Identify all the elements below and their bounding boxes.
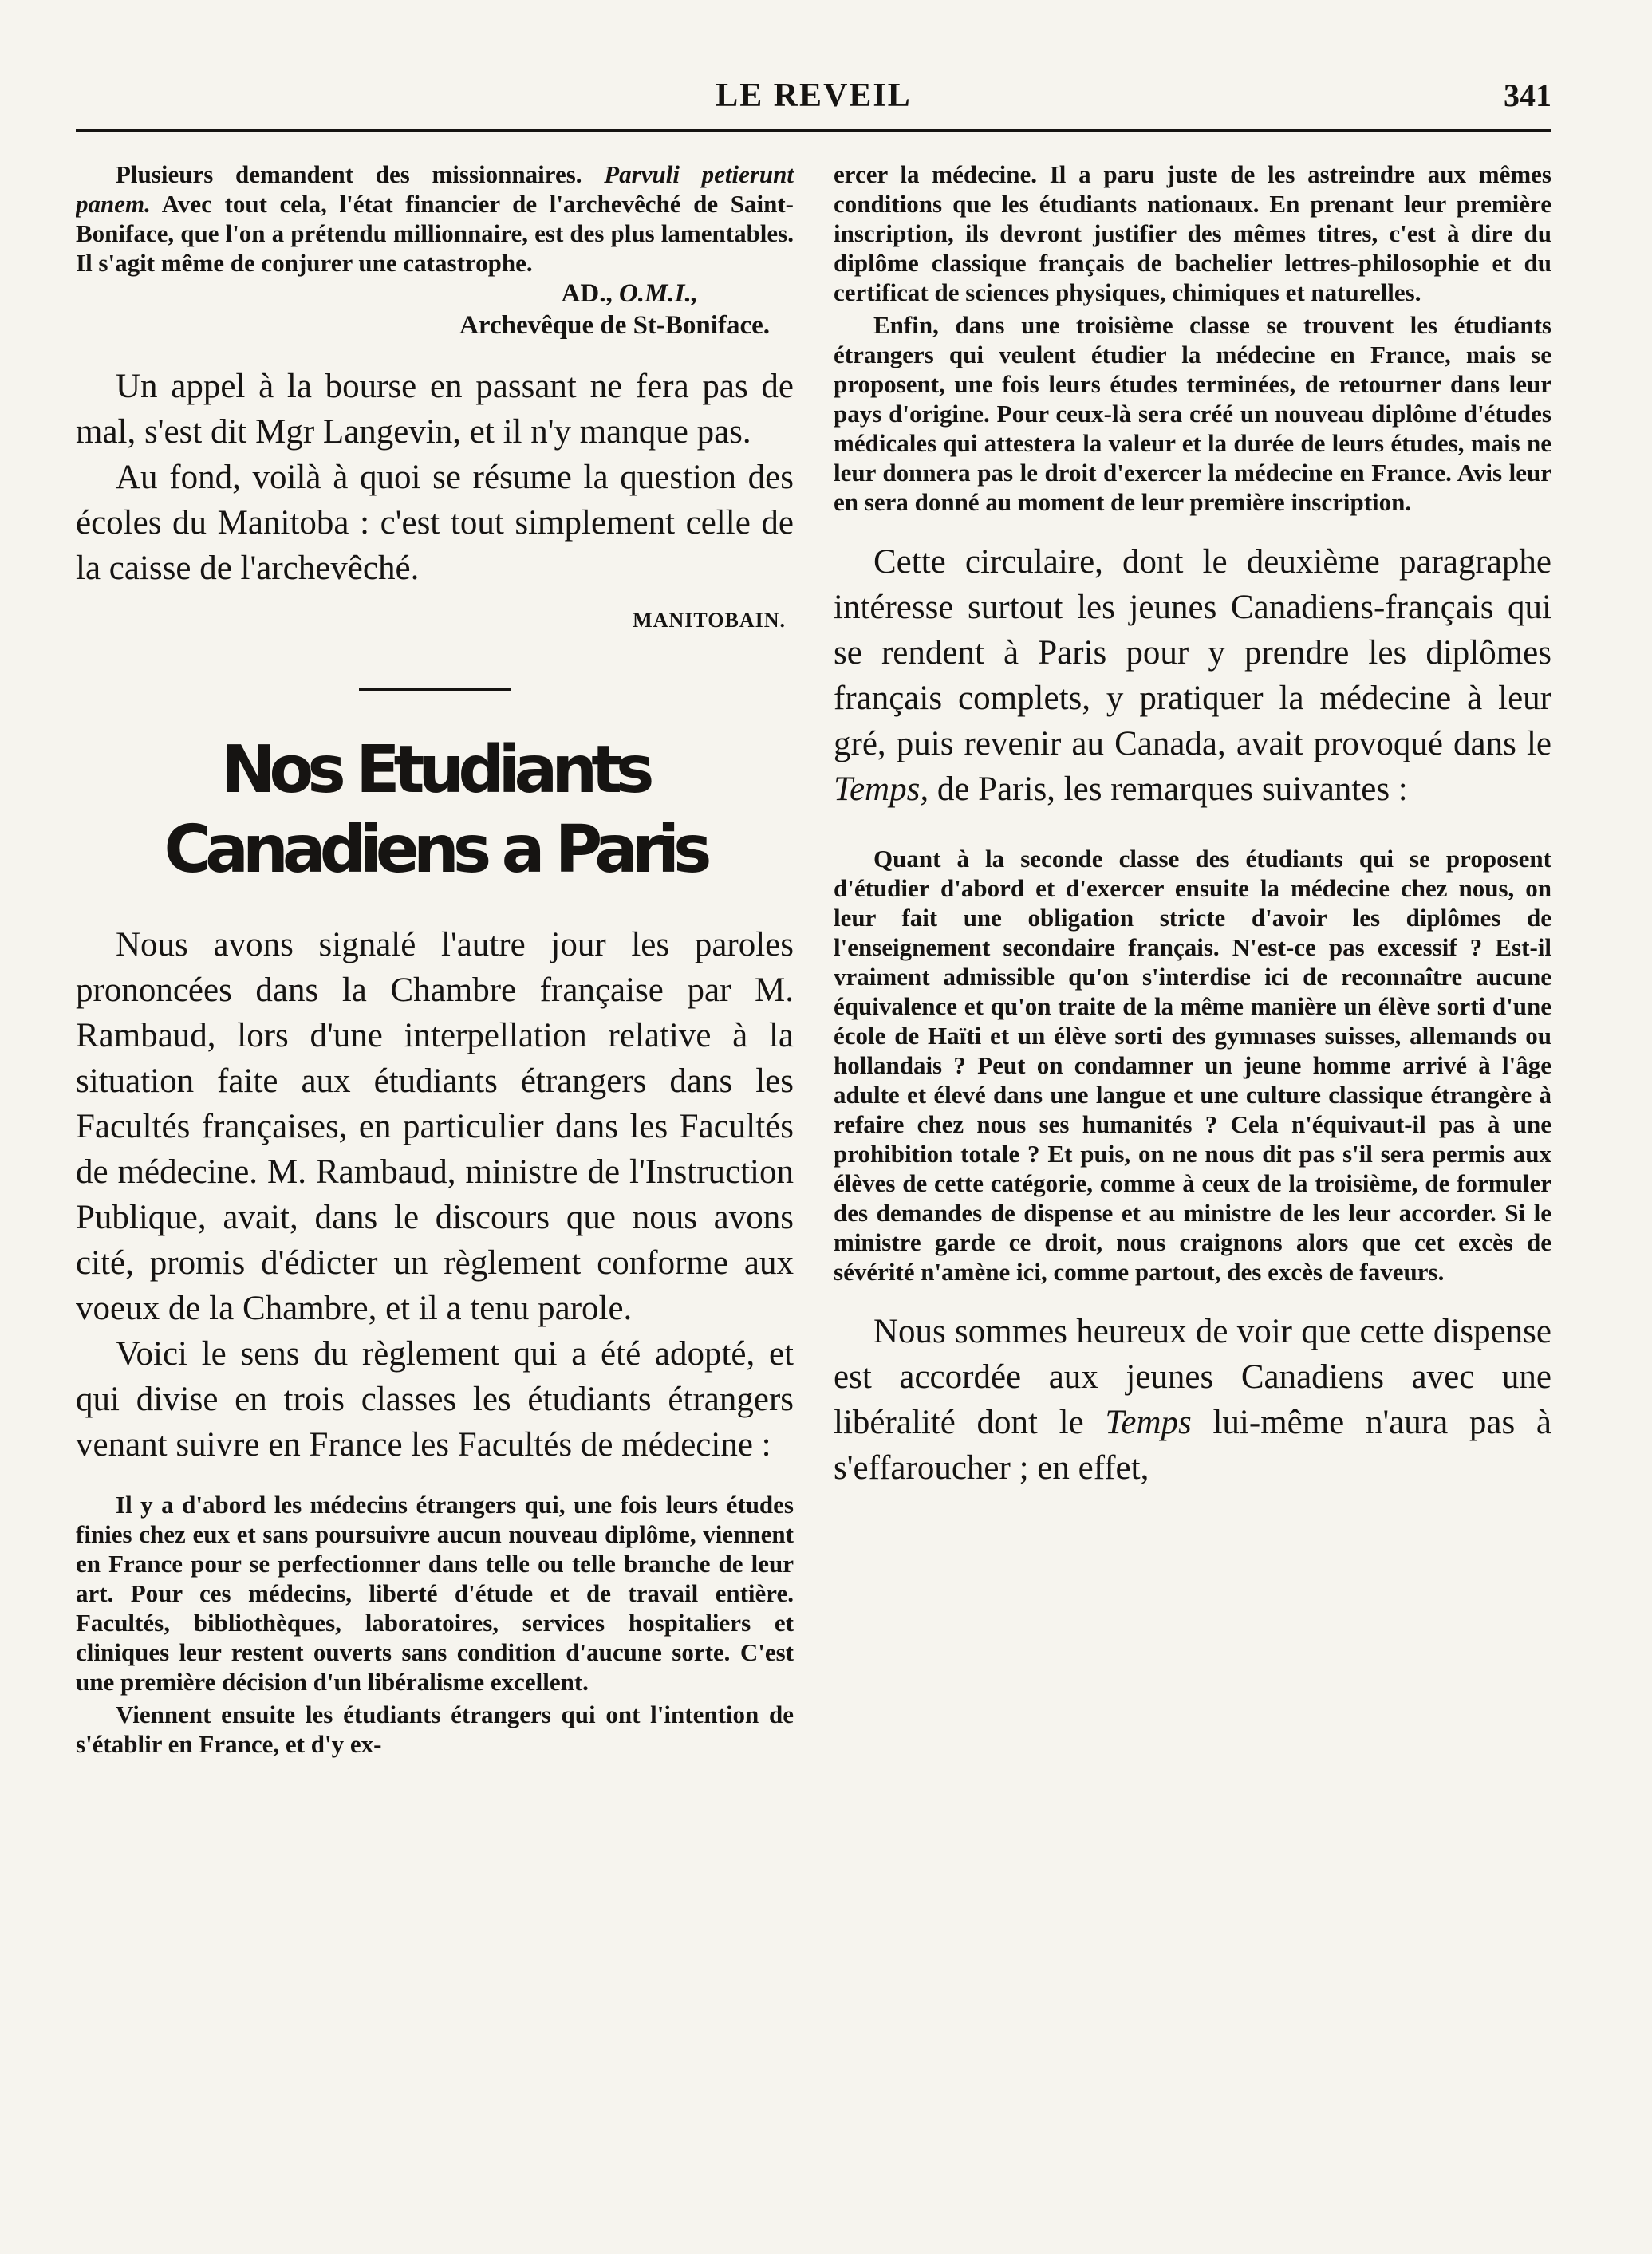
- paragraph-nous-sommes: Nous sommes heureux de voir que cette dispense est accordée aux jeunes Canadiens avec une libéralité dont le Temps lui-même n'aura pas à s'effaroucher ; en effet,: [834, 1313, 1551, 1487]
- quote-paragraph: Plusieurs demandent des missionnaires. Parvuli petierunt panem. Avec tout cela, l'état financier de l'archevêché de Saint-Boniface, que l'on a prétendu millionnaire, est des plus lamentables. Il s'agit même de conjurer une catastrophe.: [76, 160, 794, 277]
- article-divider: [359, 688, 511, 691]
- paragraph-il-y-a-dabord: Il y a d'abord les médecins étrangers qui, une fois leurs études finies chez eux et sans poursuivre aucun nouveau diplôme, viennent en France pour se perfectionner dans telle ou telle branche de leur art. Pour ces médecins, liberté d'étude et de travail entière. Facultés, bibliothèques, laboratoires, services hospitaliers et cliniques leur restent ouverts sans condition d'aucune sorte. C'est une première décision d'un libéralisme excellent.: [76, 1491, 794, 1696]
- left-column: [76, 160, 794, 2233]
- paragraph-nous-avons: Nous avons signalé l'autre jour les paroles prononcées dans la Chambre française par M. Rambaud, lors d'une interpellation relative à la situation faite aux étudiants étrangers dans les Facultés françaises, en particulier dans les Facultés de médecine. M. Rambaud, ministre de l'Instruction Publique, avait, dans le discours que nous avons cité, promis d'édicter un règlement conforme aux voeux de la Chambre, et il a tenu parole.: [76, 926, 794, 1327]
- quote-signature-title: Archevêque de St-Boniface.: [459, 311, 770, 340]
- right-column: [834, 160, 1551, 2233]
- paragraph-viennent-ensuite: Viennent ensuite les étudiants étrangers qui ont l'intention de s'établir en France, et d'y ex-: [76, 1700, 794, 1758]
- article-headline: Nos Etudiants Canadiens a Paris: [164, 732, 706, 888]
- paragraph-au-fond: Au fond, voilà à quoi se résume la question des écoles du Manitoba : c'est tout simplement celle de la caisse de l'archevêché.: [76, 459, 794, 587]
- paragraph-viennent-continued: ercer la médecine. Il a paru juste de les astreindre aux mêmes conditions que les étudiants nationaux. En prenant leur première inscription, ils devront justifier des mêmes titres, c'est à dire du diplôme classique français de bachelier lettres-philosophie et du certificat de sciences physiques, chimiques et naturelles.: [834, 160, 1551, 306]
- paragraph-voici: Voici le sens du règlement qui a été adopté, et qui divise en trois classes les étudiants étrangers venant suivre en France les Facultés de médecine :: [76, 1335, 794, 1464]
- page-number: 341: [1504, 77, 1551, 113]
- latin-phrase: Parvuli petierunt panem.: [76, 160, 794, 218]
- paragraph-enfin: Enfin, dans une troisième classe se trouvent les étudiants étrangers qui veulent étudier la médecine en France, mais se proposent, une fois leurs études terminées, de retourner dans leur pays d'origine. Pour ceux-là sera créé un nouveau diplôme d'études médicales qui attestera la valeur et la durée de leurs études, mais ne leur donnera pas le droit d'exercer la médecine en France. Avis leur en sera donné au moment de leur première inscription.: [834, 311, 1551, 516]
- paragraph-appel: Un appel à la bourse en passant ne fera pas de mal, s'est dit Mgr Langevin, et il n'y manque pas.: [76, 368, 794, 451]
- quote-signature-name: AD., O.M.I.,: [561, 279, 698, 308]
- newspaper-name: Temps,: [834, 770, 929, 808]
- header-rule: [76, 129, 1551, 132]
- article-signoff: MANITOBAIN.: [633, 609, 786, 632]
- paragraph-cette-circulaire: Cette circulaire, dont le deuxième paragraphe intéresse surtout les jeunes Canadiens-français qui se rendent à Paris pour y prendre les diplômes français complets, y pratiquer la médecine à leur gré, puis revenir au Canada, avait provoqué dans le Temps, de Paris, les remarques suivantes :: [834, 543, 1551, 808]
- running-title: LE REVEIL: [716, 77, 912, 114]
- paragraph-quant-a: Quant à la seconde classe des étudiants qui se proposent d'étudier d'abord et d'exercer ensuite la médecine chez nous, on leur fait une obligation stricte d'avoir les diplômes de l'enseignement secondaire français. N'est-ce pas excessif ? Est-il vraiment admissible qu'on s'interdise ici de reconnaître aucune équivalence et qu'on traite de la même manière un élève sorti d'une école de Haïti et un élève sorti des gymnases suisses, allemands ou hollandais ? Peut on condamner un jeune homme arrivé à l'âge adulte et élevé dans une langue et une culture classique étrangère à refaire chez nous ses humanités ? Cela n'équivaut-il pas à une prohibition totale ? Et puis, on ne nous dit pas s'il sera permis aux élèves de cette catégorie, comme à ceux de la troisième, de formuler des demandes de dispense et au ministre de les leur accorder. Si le ministre garde ce droit, nous craignons alors que cet excès de sévérité n'amène ici, comme partout, des excès de faveurs.: [834, 845, 1551, 1286]
- newspaper-name: Temps: [1105, 1404, 1192, 1441]
- page-header: [76, 77, 1551, 132]
